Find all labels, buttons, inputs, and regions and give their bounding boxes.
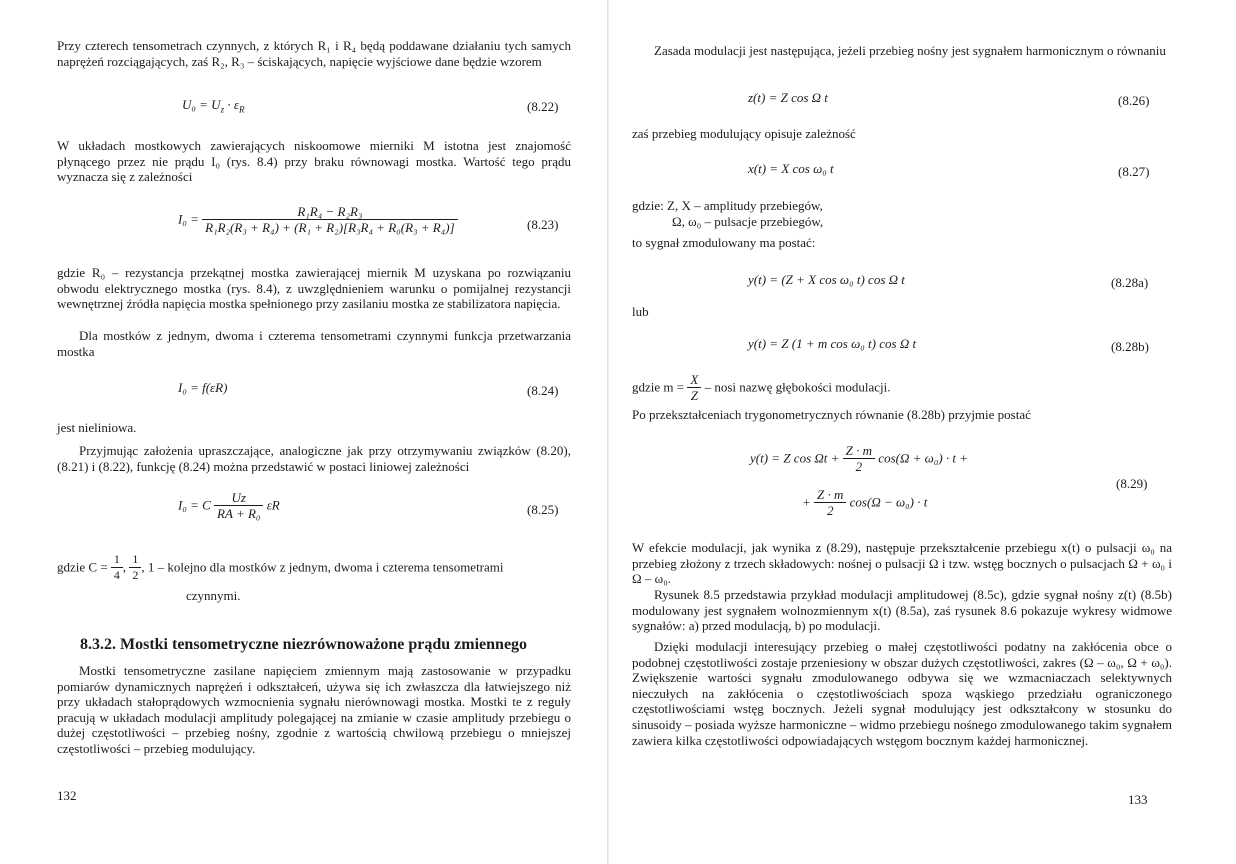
equation-number: (8.28b) [1111, 339, 1149, 354]
paragraph: gdzie m = $\frac{X}{Z}$ – nosi nazwę głębokości modulacji. [632, 372, 891, 403]
left-page [0, 0, 608, 864]
paragraph: Przy czterech tensometrach czynnych, z których R₁ i R₄ będą poddawane działaniu tych samych naprężeń rozciągających, zaś R₂, R₃ – ściskających, napięcie wyjściowe dane będzie wzorem [57, 38, 571, 69]
paragraph: Ω, ω₀ – pulsacje przebiegów, [672, 214, 824, 229]
paragraph: Rysunek 8.5 przedstawia przykład modulacji amplitudowej (8.5c), gdzie sygnał nośny z(t) (8.5b) modulowany jest sygnałem wolnozmiennym x(t) (8.5a), zaś rysunek 8.6 pokazuje wykresy widmowe sygnałów: a) przed modulacją, b) po modulacji. [632, 587, 1172, 634]
paragraph: Po przekształceniach trygonometrycznych równanie (8.28b) przyjmie postać [632, 407, 1031, 422]
paragraph: gdzie R₀ – rezystancja przekątnej mostka zawierającej miernik M uzyskana po rozwiązaniu obwodu elektrycznego mostka (rys. 8.4), z uwzględnieniem warunku o pomijalnej rezystancji wewnętrznej źródła napięcia mostka spełnionego przy zasilaniu mostka ze stabilizatora napięcia. [57, 265, 571, 312]
equation-8-23: I₀ = $\frac{\text{R₁R₄ − R₂R₃}}{\text{R₁R₂(R₃ + R₄) + (R₁ + R₂)[R₃R₄ + R₀(R₃ + R₄)]}}$ [178, 204, 458, 235]
equation-8-26: z(t) = Z cos Ω t [748, 90, 828, 105]
equation-number: (8.23) [527, 217, 559, 232]
equation-number: (8.24) [527, 383, 559, 398]
paragraph: czynnymi. [186, 588, 241, 603]
paragraph: lub [632, 304, 649, 319]
paragraph: jest nieliniowa. [57, 420, 137, 435]
paragraph: W układach mostkowych zawierających niskoomowe mierniki M istotna jest znajomość płynącego przez nie prądu I₀ (rys. 8.4) przy braku równowagi mostka. Wartość tego prądu wyznacza się z zależności [57, 138, 571, 185]
paragraph: gdzie: Z, X – amplitudy przebiegów, [632, 198, 823, 213]
paragraph: W efekcie modulacji, jak wynika z (8.29), następuje przekształcenie przebiegu x(t) o pulsacji ω₀ na przebieg złożony z trzech składowych: nośnej o pulsacji Ω i tzw. wstęg bocznych o pulsacjach Ω + ω₀ i Ω – ω₀. [632, 540, 1172, 587]
paragraph: Dzięki modulacji interesujący przebieg o małej częstotliwości podatny na zakłócenia obce o podobnej częstotliwości zostaje przeniesiony w obszar dużych częstotliwości, zakres (Ω – ω₀, Ω + ω₀). Zwiększenie wartości sygnału zmodulowanego odbywa się we wzmacniaczach selektywnych nieczułych na zakłócenia o częstotliwościach spoza wąskiego przedziału ograniczonego częstotliwościami wstęg bocznych. Jeżeli sygnał modulujący jest odkształcony w stosunku do sinusoidy – posiada wyższe harmoniczne – widmo przebiegu nośnego zmodulowanego takim sygnałem zawiera kilka częstotliwości odpowiadających wstęgom bocznym każdej harmonicznej. [632, 639, 1172, 748]
paragraph: Dla mostków z jednym, dwoma i czterema tensometrami czynnymi funkcja przetwarzania mostka [57, 328, 571, 359]
paragraph: Mostki tensometryczne zasilane napięciem zmiennym mają zastosowanie w przypadku pomiarów dynamicznych naprężeń i odkształceń, używa się ich zwłaszcza dla łatwiejszego niż przy układach stałoprądowych wzmocnienia sygnału nierównowagi mostka. Mostki te z reguły pracują w układach modulacji amplitudy polegającej na zmianie w czasie amplitudy przebiegu o dużej częstotliwości – przebieg nośny, zgodnie z wartością chwilową przebiegu o mniejszej częstotliwości – przebieg modulujący. [57, 663, 571, 756]
equation-number: (8.22) [527, 99, 559, 114]
equation-8-28a: y(t) = (Z + X cos ω₀ t) cos Ω t [748, 272, 905, 287]
equation-8-25: I₀ = C $\frac{Uz}{\text{RA + R₀}}$ εR [178, 490, 280, 521]
section-heading: 8.3.2. Mostki tensometryczne niezrównoważone prądu zmiennego [80, 636, 528, 653]
equation-8-24: I₀ = f(εR) [178, 380, 228, 395]
paragraph: zaś przebieg modulujący opisuje zależność [632, 126, 856, 141]
equation-8-22: $U_0 = U_z \cdot \varepsilon_R$ [182, 97, 245, 115]
equation-number: (8.26) [1118, 93, 1150, 108]
page-number: 132 [57, 788, 77, 803]
equation-8-29-line-1: y(t) = Z cos Ωt + $\frac{Z \cdot m}{2}$ cos(Ω + ω₀) · t + [750, 443, 969, 474]
page-number: 133 [1128, 792, 1148, 807]
paragraph: gdzie C = $\frac{1}{4}$ , $\frac{1}{2}$ , 1 – kolejno dla mostków z jednym, dwoma i czterema tensometrami [57, 552, 504, 582]
equation-8-29-line-2: + $\frac{Z \cdot m}{2}$ cos(Ω − ω₀) · t [802, 487, 928, 518]
equation-number: (8.29) [1116, 476, 1148, 491]
equation-8-27: x(t) = X cos ω₀ t [748, 161, 834, 176]
equation-number: (8.27) [1118, 164, 1150, 179]
right-page [612, 0, 1236, 864]
paragraph: to sygnał zmodulowany ma postać: [632, 235, 816, 250]
paragraph: Zasada modulacji jest następująca, jeżeli przebieg nośny jest sygnałem harmonicznym o równaniu [654, 43, 1166, 58]
book-gutter [607, 0, 609, 864]
equation-number: (8.28a) [1111, 275, 1149, 290]
equation-number: (8.25) [527, 502, 559, 517]
paragraph: Przyjmując założenia upraszczające, analogiczne jak przy otrzymywaniu związków (8.20), (8.21) i (8.22), funkcję (8.24) można przedstawić w postaci liniowej zależności [57, 443, 571, 474]
equation-8-28b: y(t) = Z (1 + m cos ω₀ t) cos Ω t [748, 336, 917, 351]
